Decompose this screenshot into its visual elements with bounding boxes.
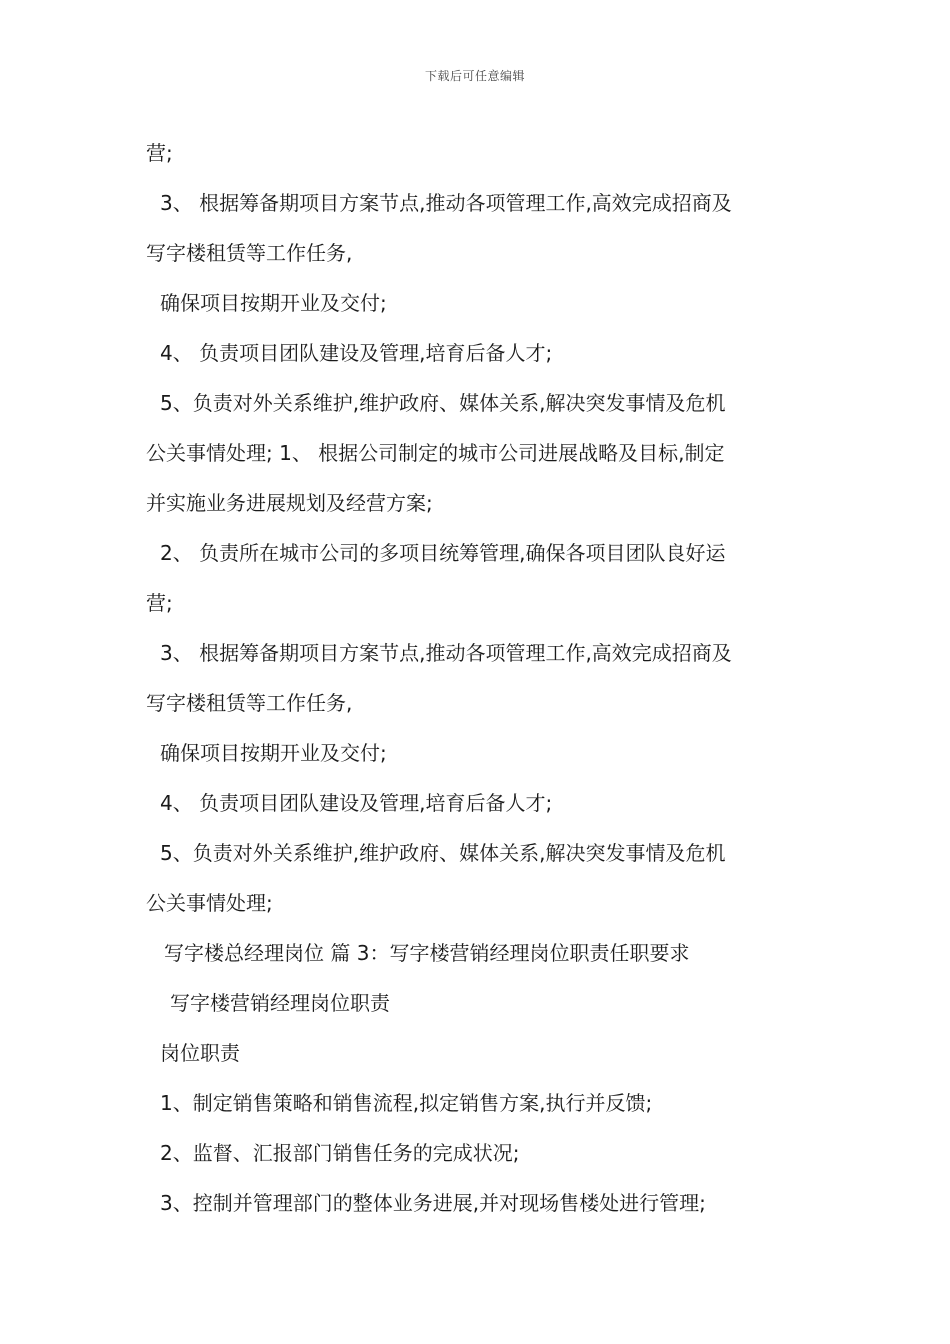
text-line: 1、制定销售策略和销售流程,拟定销售方案,执行并反馈; (160, 1091, 653, 1115)
text-line: 3、 根据筹备期项目方案节点,推动各项管理工作,高效完成招商及 (160, 641, 732, 665)
text-line: 营; (146, 141, 173, 165)
text-line: 确保项目按期开业及交付; (160, 291, 387, 315)
text-line: 2、 负责所在城市公司的多项目统筹管理,确保各项目团队良好运 (160, 541, 726, 565)
text-line: 并实施业务进展规划及经营方案; (146, 491, 433, 515)
text-line: 确保项目按期开业及交付; (160, 741, 387, 765)
text-line: 5、负责对外关系维护,维护政府、媒体关系,解决突发事情及危机 (160, 841, 726, 865)
page-header: 下载后可任意编辑 (424, 69, 525, 83)
text-line: 营; (146, 591, 173, 615)
section-label: 岗位职责 (160, 1041, 240, 1065)
section-subheading: 写字楼营销经理岗位职责 (170, 991, 390, 1015)
text-line: 写字楼租赁等工作任务, (146, 691, 353, 715)
text-line: 4、 负责项目团队建设及管理,培育后备人才; (160, 341, 553, 365)
text-line: 公关事情处理; 1、 根据公司制定的城市公司进展战略及目标,制定 (146, 441, 725, 465)
text-line: 5、负责对外关系维护,维护政府、媒体关系,解决突发事情及危机 (160, 391, 726, 415)
document-body (146, 128, 826, 1228)
text-line: 3、控制并管理部门的整体业务进展,并对现场售楼处进行管理; (160, 1191, 706, 1215)
text-line: 4、 负责项目团队建设及管理,培育后备人才; (160, 791, 553, 815)
section-heading: 写字楼总经理岗位 篇 3：写字楼营销经理岗位职责任职要求 (164, 941, 690, 965)
text-line: 3、 根据筹备期项目方案节点,推动各项管理工作,高效完成招商及 (160, 191, 732, 215)
text-line: 2、监督、汇报部门销售任务的完成状况; (160, 1141, 520, 1165)
text-line: 写字楼租赁等工作任务, (146, 241, 353, 265)
text-line: 公关事情处理; (146, 891, 273, 915)
